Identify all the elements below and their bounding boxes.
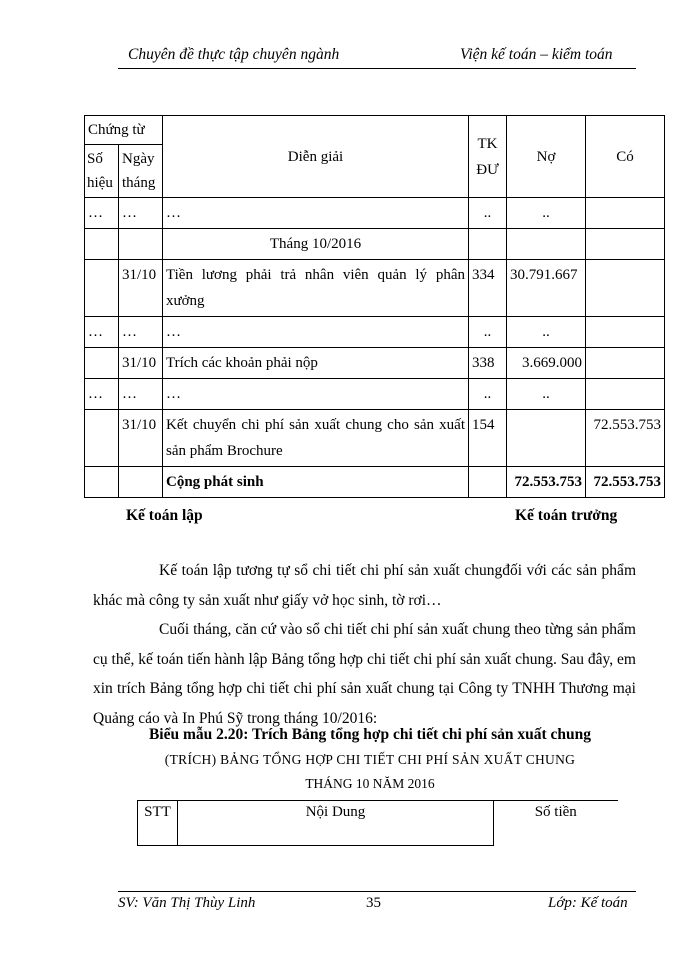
header-dien-giai: Diễn giải xyxy=(163,116,469,198)
cell-tk: 338 xyxy=(469,348,507,379)
cell-ngay: … xyxy=(119,379,163,410)
cell-dien-giai: … xyxy=(163,379,469,410)
figure-caption: Biểu mẫu 2.20: Trích Bảng tổng hợp chi tiết chi phí sản xuất chung xyxy=(148,726,592,743)
cell-tk: .. xyxy=(469,198,507,229)
cell-so xyxy=(85,260,119,317)
cell-co xyxy=(586,198,665,229)
cell-tk: 334 xyxy=(469,260,507,317)
summary-header-row xyxy=(138,801,618,846)
cell-ngay: 31/10 xyxy=(119,410,163,467)
cell-dien-giai: Kết chuyển chi phí sản xuất chung cho sản xuất sản phẩm Brochure xyxy=(163,410,469,467)
cell-empty xyxy=(119,229,163,260)
cell-no: 3.669.000 xyxy=(507,348,586,379)
cell-so: … xyxy=(85,198,119,229)
signature-accountant: Kế toán lập xyxy=(126,507,203,524)
header-du: ĐƯ xyxy=(476,161,499,178)
header-chung-tu: Chứng từ xyxy=(85,116,163,145)
header-right: Viện kế toán – kiểm toán xyxy=(460,46,613,63)
cell-co xyxy=(586,260,665,317)
summary-table xyxy=(137,800,618,846)
cell-co xyxy=(586,317,665,348)
cell-dien-giai: Trích các khoản phải nộp xyxy=(163,348,469,379)
header-co: Có xyxy=(586,116,665,198)
header-so: Số xyxy=(87,151,103,167)
cell-empty xyxy=(119,467,163,498)
cell-empty xyxy=(469,229,507,260)
cell-so xyxy=(85,410,119,467)
cell-ngay: … xyxy=(119,198,163,229)
cell-empty xyxy=(85,229,119,260)
cell-ngay: … xyxy=(119,317,163,348)
cell-so: … xyxy=(85,317,119,348)
footer-divider xyxy=(118,891,636,892)
cell-no: 30.791.667 xyxy=(507,260,586,317)
cell-tk: .. xyxy=(469,379,507,410)
table-title: (TRÍCH) BẢNG TỔNG HỢP CHI TIẾT CHI PHÍ SẢN XUẤT CHUNG xyxy=(164,752,576,767)
cell-so: … xyxy=(85,379,119,410)
cell-no xyxy=(507,410,586,467)
total-label: Cộng phát sinh xyxy=(163,467,469,498)
cell-tk: 154 xyxy=(469,410,507,467)
cell-empty xyxy=(85,467,119,498)
cell-empty xyxy=(586,229,665,260)
cell-no: .. xyxy=(507,198,586,229)
summary-header-noi-dung: Nội Dung xyxy=(178,801,494,846)
ledger-header-row xyxy=(85,116,665,145)
table-row-total xyxy=(85,467,665,498)
cell-co xyxy=(586,348,665,379)
cell-co: 72.553.753 xyxy=(586,410,665,467)
table-row-section xyxy=(85,229,665,260)
cell-so xyxy=(85,348,119,379)
header-hieu: hiệu xyxy=(87,175,113,191)
summary-header-stt: STT xyxy=(138,801,178,846)
section-title: Tháng 10/2016 xyxy=(163,229,469,260)
header-divider xyxy=(118,68,636,69)
table-row xyxy=(85,410,665,467)
table-row xyxy=(85,260,665,317)
cell-tk: .. xyxy=(469,317,507,348)
cell-empty xyxy=(507,229,586,260)
total-no: 72.553.753 xyxy=(507,467,586,498)
cell-dien-giai: … xyxy=(163,198,469,229)
header-tk-du xyxy=(469,116,507,198)
cell-dien-giai: … xyxy=(163,317,469,348)
header-no: Nợ xyxy=(507,116,586,198)
footer-student: SV: Văn Thị Thùy Linh xyxy=(118,895,256,911)
summary-header-so-tien: Số tiền xyxy=(494,801,618,846)
paragraph-2: Cuối tháng, căn cứ vào sổ chi tiết chi phí sản xuất chung theo từng sản phẩm cụ thể, kế toán tiến hành lập Bảng tổng hợp chi tiết chi phí sản xuất chung. Sau đây, em xin trích Bảng tổng hợp chi tiết chi phí sản xuất chung tại Công ty TNHH Thương mại Quảng cáo và In Phú Sỹ trong tháng 10/2016: xyxy=(93,621,636,727)
table-row xyxy=(85,198,665,229)
table-row xyxy=(85,379,665,410)
cell-ngay: 31/10 xyxy=(119,260,163,317)
table-row xyxy=(85,317,665,348)
cell-dien-giai: Tiền lương phải trả nhân viên quản lý phân xưởng xyxy=(163,260,469,317)
page-number: 35 xyxy=(366,895,381,911)
header-so-hieu xyxy=(85,145,119,198)
cell-co xyxy=(586,379,665,410)
header-ngay: Ngày xyxy=(122,151,155,167)
cell-empty xyxy=(469,467,507,498)
paragraph-1: Kế toán lập tương tự sổ chi tiết chi phí sản xuất chungđối với các sản phẩm khác mà công ty sản xuất như giấy vở học sinh, tờ rơi… xyxy=(93,562,636,609)
table-period: THÁNG 10 NĂM 2016 xyxy=(305,776,435,791)
cell-no: .. xyxy=(507,379,586,410)
signature-chief-accountant: Kế toán trưởng xyxy=(515,507,618,524)
header-tk: TK xyxy=(477,135,498,152)
header-thang: tháng xyxy=(122,175,156,191)
ledger-table xyxy=(84,115,665,498)
cell-ngay: 31/10 xyxy=(119,348,163,379)
total-co: 72.553.753 xyxy=(586,467,665,498)
footer-class: Lớp: Kế toán xyxy=(548,895,628,911)
table-row xyxy=(85,348,665,379)
cell-no: .. xyxy=(507,317,586,348)
header-left: Chuyên đề thực tập chuyên ngành xyxy=(128,46,340,63)
header-ngay-thang xyxy=(119,145,163,198)
